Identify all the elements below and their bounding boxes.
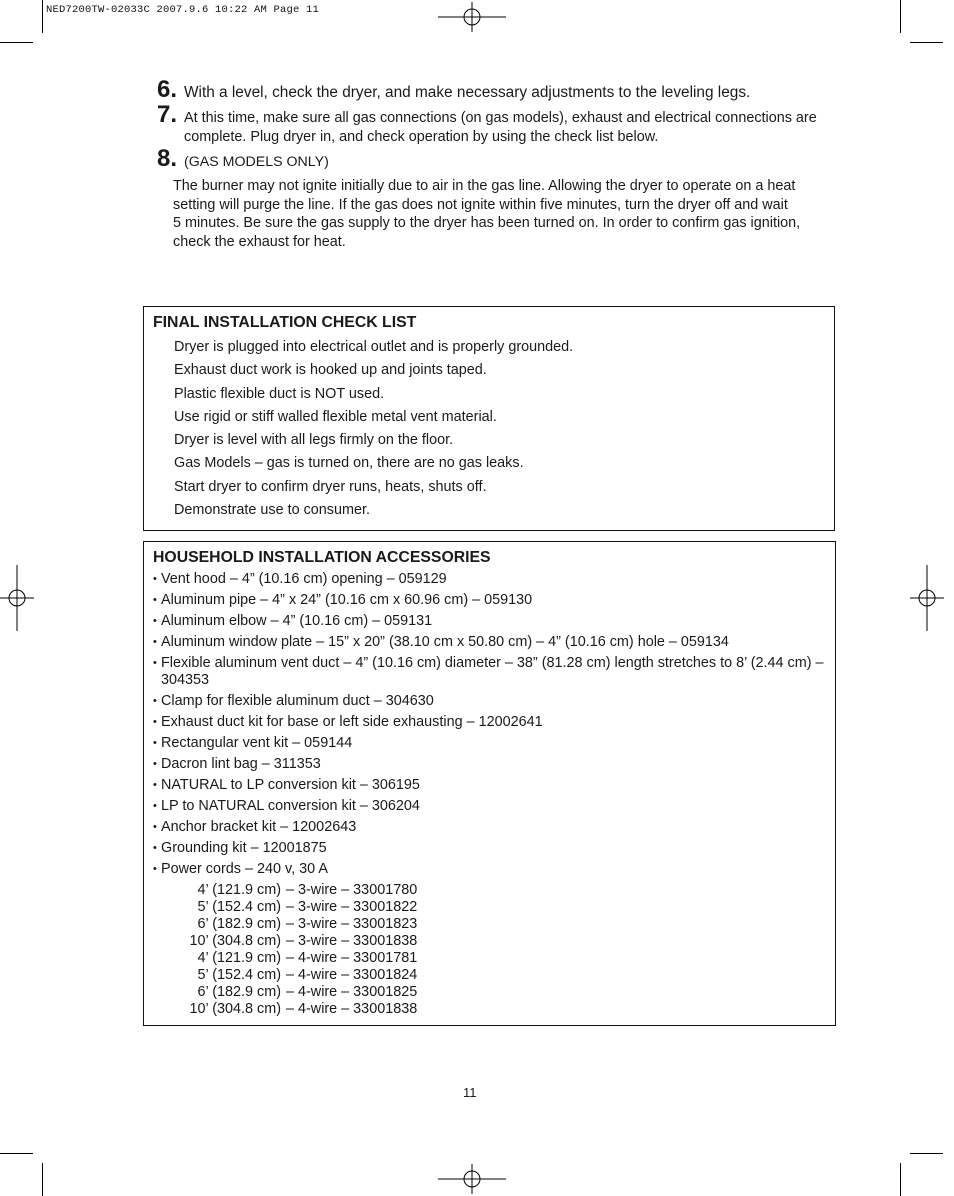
step-text: (GAS MODELS ONLY) — [184, 154, 329, 170]
household-installation-accessories — [143, 541, 836, 1026]
accessory-text: Anchor bracket kit – 12002643 — [161, 819, 357, 835]
bullet-icon: • — [153, 695, 157, 707]
page-number: 11 — [463, 1085, 477, 1100]
registration-mark-bottom-icon — [438, 1164, 506, 1194]
checklist-title: FINAL INSTALLATION CHECK LIST — [153, 314, 417, 331]
cord-spec: – 3-wire – 33001838 — [286, 933, 418, 949]
accessory-text: Dacron lint bag – 311353 — [161, 756, 321, 772]
step-number: 8. — [157, 145, 178, 172]
accessory-item — [153, 861, 826, 878]
cord-length: 5’ (152.4 cm) — [197, 899, 281, 915]
accessory-item — [153, 613, 826, 630]
bullet-icon: • — [153, 821, 157, 833]
accessory-text: Exhaust duct kit for base or left side exhausting – 12002641 — [161, 714, 543, 730]
accessory-text: Grounding kit – 12001875 — [161, 840, 327, 856]
cord-spec: – 4-wire – 33001838 — [286, 1001, 418, 1017]
power-cords-list — [153, 882, 826, 1018]
registration-mark-right-icon — [910, 565, 944, 631]
step-8-body — [173, 177, 833, 251]
step-text: With a level, check the dryer, and make necessary adjustments to the leveling legs. — [184, 84, 751, 101]
accessory-item — [153, 693, 826, 710]
checklist-item: Use rigid or stiff walled flexible metal vent material. — [174, 408, 497, 425]
accessories-title: HOUSEHOLD INSTALLATION ACCESSORIES — [153, 549, 491, 566]
bullet-icon: • — [153, 636, 157, 648]
cord-length: 5’ (152.4 cm) — [197, 967, 281, 983]
installation-steps — [157, 76, 837, 251]
cord-spec: – 4-wire – 33001825 — [286, 984, 418, 1000]
checklist-item: Start dryer to confirm dryer runs, heats, shuts off. — [174, 478, 487, 495]
bullet-icon: • — [153, 800, 157, 812]
accessory-text: Aluminum pipe – 4” x 24” (10.16 cm x 60.96 cm) – 059130 — [161, 592, 533, 608]
accessory-item — [153, 756, 826, 773]
accessory-text: Clamp for flexible aluminum duct – 304630 — [161, 693, 434, 709]
accessory-text: NATURAL to LP conversion kit – 306195 — [161, 777, 420, 793]
cord-length: 4’ (121.9 cm) — [197, 882, 281, 898]
bullet-icon: • — [153, 779, 157, 791]
accessory-item — [153, 735, 826, 752]
step-8-paragraph: 5 minutes. Be sure the gas supply to the dryer has been turned on. In order to confirm gas ignition, check the exhaust for heat. — [173, 215, 801, 250]
step-number: 6. — [157, 76, 178, 103]
power-cord-row — [153, 916, 826, 933]
step-6 — [157, 76, 837, 104]
checklist-item: Dryer is level with all legs firmly on the floor. — [174, 432, 454, 449]
accessory-item — [153, 714, 826, 731]
power-cord-row — [153, 984, 826, 1001]
step-8 — [157, 145, 837, 173]
bullet-icon: • — [153, 594, 157, 606]
power-cord-row — [153, 1001, 826, 1018]
cord-length: 4’ (121.9 cm) — [197, 950, 281, 966]
cord-length: 10’ (304.8 cm) — [189, 933, 281, 949]
bullet-icon: • — [153, 615, 157, 627]
bullet-icon: • — [153, 842, 157, 854]
bullet-icon: • — [153, 716, 157, 728]
power-cord-row — [153, 967, 826, 984]
step-number: 7. — [157, 101, 178, 128]
checklist-item: Exhaust duct work is hooked up and joints taped. — [174, 362, 487, 379]
power-cord-row — [153, 950, 826, 967]
accessory-text: Flexible aluminum vent duct – 4” (10.16 cm) diameter – 38” (81.28 cm) length stretches to 8’ (2.44 cm) – 304353 — [161, 655, 824, 688]
registration-mark-top-icon — [438, 2, 506, 32]
bullet-icon: • — [153, 657, 157, 669]
step-8-paragraph: The burner may not ignite initially due to air in the gas line. Allowing the dryer to operate on a heat setting will purge the line. If the gas does not ignite within five minutes, turn the dryer off and wait — [173, 178, 796, 213]
cord-spec: – 3-wire – 33001822 — [286, 899, 418, 915]
checklist-item: Plastic flexible duct is NOT used. — [174, 385, 385, 402]
accessory-item — [153, 634, 826, 651]
accessory-item — [153, 592, 826, 609]
accessory-item — [153, 840, 826, 857]
cord-spec: – 3-wire – 33001780 — [286, 882, 418, 898]
accessory-item — [153, 571, 826, 588]
cord-length: 10’ (304.8 cm) — [189, 1001, 281, 1017]
accessory-item — [153, 819, 826, 836]
accessory-item — [153, 777, 826, 794]
bullet-icon: • — [153, 737, 157, 749]
registration-mark-left-icon — [0, 565, 34, 631]
cord-length: 6’ (182.9 cm) — [197, 984, 281, 1000]
bullet-icon: • — [153, 573, 157, 585]
final-installation-check-list — [143, 306, 835, 531]
step-text: At this time, make sure all gas connections (on gas models), exhaust and electrical connections are complete. Plug dryer in, and check operation by using the check list below. — [184, 110, 817, 145]
accessory-text: Vent hood – 4” (10.16 cm) opening – 059129 — [161, 571, 447, 587]
accessory-text: Power cords – 240 v, 30 A — [161, 861, 328, 877]
accessory-text: LP to NATURAL conversion kit – 306204 — [161, 798, 420, 814]
accessory-item — [153, 798, 826, 815]
accessory-text: Aluminum elbow – 4” (10.16 cm) – 059131 — [161, 613, 433, 629]
bullet-icon: • — [153, 758, 157, 770]
power-cord-row — [153, 933, 826, 950]
accessory-text: Rectangular vent kit – 059144 — [161, 735, 353, 751]
checklist-item: Demonstrate use to consumer. — [174, 502, 370, 519]
power-cord-row — [153, 899, 826, 916]
bullet-icon: • — [153, 863, 157, 875]
checklist-item: Gas Models – gas is turned on, there are no gas leaks. — [174, 455, 524, 472]
cord-spec: – 4-wire – 33001781 — [286, 950, 418, 966]
accessories-list — [153, 571, 826, 878]
checklist-item: Dryer is plugged into electrical outlet and is properly grounded. — [174, 339, 574, 355]
cord-spec: – 3-wire – 33001823 — [286, 916, 418, 932]
power-cord-row — [153, 882, 826, 899]
cord-length: 6’ (182.9 cm) — [197, 916, 281, 932]
accessory-text: Aluminum window plate – 15” x 20” (38.10 cm x 50.80 cm) – 4” (10.16 cm) hole – 059134 — [161, 634, 729, 650]
accessory-item — [153, 655, 826, 689]
step-7 — [157, 101, 837, 147]
print-slug: NED7200TW-02033C 2007.9.6 10:22 AM Page 11 — [46, 4, 320, 16]
cord-spec: – 4-wire – 33001824 — [286, 967, 418, 983]
